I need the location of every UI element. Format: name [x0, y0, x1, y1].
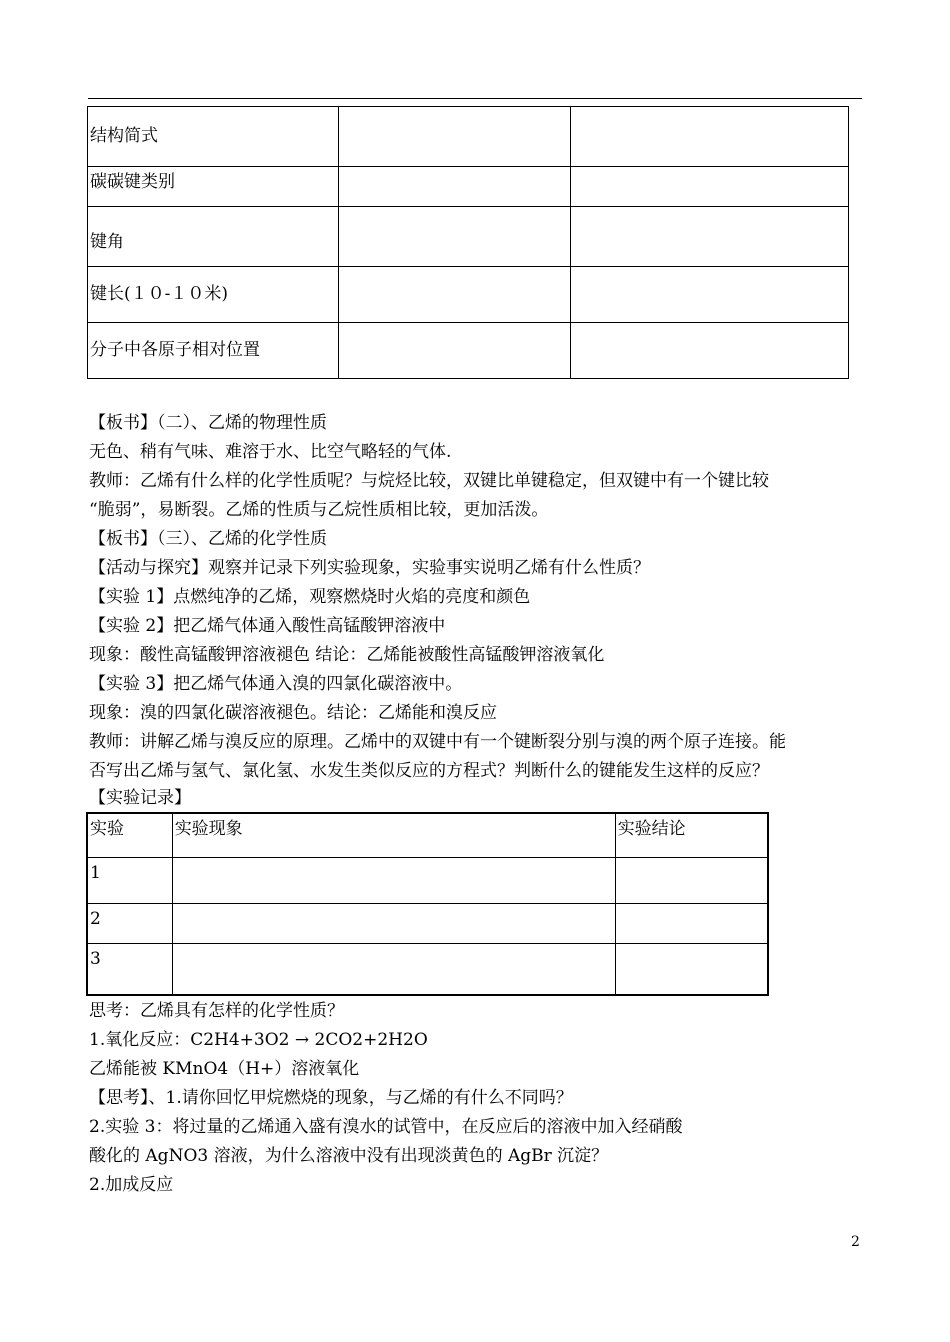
column-header: 实验结论	[615, 813, 768, 857]
row-label: 碳碳键类别	[88, 167, 339, 207]
page-number: 2	[851, 1234, 860, 1250]
experiment-record-table	[86, 812, 769, 996]
paragraph-line: 现象：溴的四氯化碳溶液褪色。结论：乙烯能和溴反应	[89, 703, 497, 723]
table-cell	[172, 857, 615, 903]
heading-addition-reaction: 2.加成反应	[89, 1175, 174, 1195]
table-cell	[615, 943, 768, 995]
experiment-1-line: 【实验 1】点燃纯净的乙烯，观察燃烧时火焰的亮度和颜色	[89, 587, 531, 607]
heading-experiment-record: 【实验记录】	[89, 788, 191, 808]
table-cell	[172, 943, 615, 995]
paragraph-line: 思考：乙烯具有怎样的化学性质？	[89, 1001, 344, 1021]
equation-line: 1.氧化反应：C2H4+3O2 → 2CO2+2H2O	[89, 1030, 428, 1050]
paragraph-line: 否写出乙烯与氢气、氯化氢、水发生类似反应的方程式？判断什么的键能发生这样的反应？	[89, 761, 769, 781]
table-cell	[615, 903, 768, 943]
table-cell	[172, 903, 615, 943]
table-row	[88, 323, 849, 379]
paragraph-line: 无色、稍有气味、难溶于水、比空气略轻的气体.	[89, 442, 452, 462]
table-cell	[570, 323, 848, 379]
paragraph-line: 【思考】、1.请你回忆甲烷燃烧的现象，与乙烯的有什么不同吗？	[89, 1088, 573, 1108]
table-cell	[615, 857, 768, 903]
experiment-number: 2	[87, 903, 172, 943]
row-label: 结构简式	[88, 107, 339, 167]
experiment-3-line: 【实验 3】把乙烯气体通入溴的四氯化碳溶液中。	[89, 674, 463, 694]
paragraph-line: 教师：讲解乙烯与溴反应的原理。乙烯中的双键中有一个键断裂分别与溴的两个原子连接。能	[89, 732, 786, 752]
table-cell	[570, 207, 848, 267]
table-row	[88, 167, 849, 207]
paragraph-line: 酸化的 AgNO3 溶液，为什么溶液中没有出现淡黄色的 AgBr 沉淀？	[89, 1146, 609, 1166]
table-row	[87, 857, 768, 903]
table-cell	[570, 267, 848, 323]
table-cell	[338, 167, 570, 207]
molecule-properties-table	[87, 106, 849, 379]
heading-physical-properties: 【板书】（二）、乙烯的物理性质	[89, 413, 327, 433]
paragraph-line: 教师：乙烯有什么样的化学性质呢？与烷烃比较，双键比单键稳定，但双键中有一个键比较	[89, 471, 769, 491]
table-row	[88, 107, 849, 167]
column-header: 实验	[87, 813, 172, 857]
table-row	[88, 267, 849, 323]
table-cell	[338, 267, 570, 323]
row-label: 键长(１０-１０米)	[88, 267, 339, 323]
row-label: 键角	[88, 207, 339, 267]
table-cell	[570, 167, 848, 207]
heading-chemical-properties: 【板书】（三）、乙烯的化学性质	[89, 529, 327, 549]
table-cell	[338, 323, 570, 379]
table-cell	[338, 107, 570, 167]
paragraph-line: 乙烯能被 KMnO4（H+）溶液氧化	[89, 1059, 360, 1079]
column-header: 实验现象	[172, 813, 615, 857]
table-row	[87, 903, 768, 943]
table-cell	[338, 207, 570, 267]
table-row	[87, 943, 768, 995]
paragraph-line: 2.实验 3：将过量的乙烯通入盛有溴水的试管中，在反应后的溶液中加入经硝酸	[89, 1117, 683, 1137]
experiment-2-line: 【实验 2】把乙烯气体通入酸性高锰酸钾溶液中	[89, 616, 446, 636]
experiment-number: 3	[87, 943, 172, 995]
paragraph-line: 现象：酸性高锰酸钾溶液褪色 结论：乙烯能被酸性高锰酸钾溶液氧化	[89, 645, 605, 665]
table-cell	[570, 107, 848, 167]
paragraph-line: “脆弱”，易断裂。乙烯的性质与乙烷性质相比较，更加活泼。	[89, 500, 549, 520]
paragraph-line: 【活动与探究】观察并记录下列实验现象，实验事实说明乙烯有什么性质？	[89, 558, 650, 578]
row-label: 分子中各原子相对位置	[88, 323, 339, 379]
table-row	[88, 207, 849, 267]
header-rule	[88, 98, 862, 99]
table-header-row	[87, 813, 768, 857]
experiment-number: 1	[87, 857, 172, 903]
